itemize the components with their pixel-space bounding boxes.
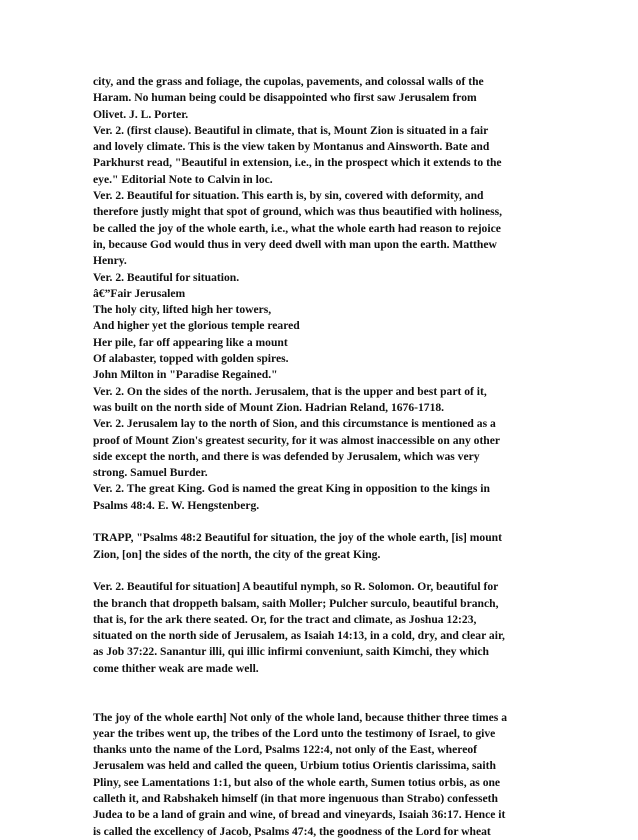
text-line: Of alabaster, topped with golden spires. xyxy=(93,352,289,366)
text-line: Ver. 2. Beautiful for situation. This earth is, by sin, covered with deformity, and xyxy=(93,189,484,203)
text-line: therefore justly might that spot of ground, which was thus beautified with holiness, xyxy=(93,205,503,219)
text-line: city, and the grass and foliage, the cupolas, pavements, and colossal walls of the xyxy=(93,75,484,88)
text-line: was built on the north side of Mount Zion. Hadrian Reland, 1676-1718. xyxy=(93,400,445,414)
text-line: Haram. No human being could be disappointed who first saw Jerusalem from xyxy=(93,91,477,105)
text-line: Her pile, far off appearing like a mount xyxy=(93,335,288,349)
text-line: Ver. 2. The great King. God is named the great King in opposition to the kings in xyxy=(93,482,490,496)
commentary-block xyxy=(93,74,553,514)
text-line: thanks unto the name of the Lord, Psalms 122:4, not only of the East, whereof xyxy=(93,743,477,757)
text-line: Ver. 2. Beautiful for situation. xyxy=(93,270,240,284)
text-line: TRAPP, "Psalms 48:2 Beautiful for situation, the joy of the whole earth, [is] mount xyxy=(93,531,502,545)
text-line: eye." Editorial Note to Calvin in loc. xyxy=(93,172,273,186)
trapp-heading-block xyxy=(93,530,553,563)
text-line: Ver. 2. On the sides of the north. Jerusalem, that is the upper and best part of it, xyxy=(93,384,487,398)
text-line: year the tribes went up, the tribes of the Lord unto the testimony of Israel, to give xyxy=(93,726,496,740)
text-line: Ver. 2. (first clause). Beautiful in climate, that is, Mount Zion is situated in a fair xyxy=(93,123,489,137)
text-line: situated on the north side of Jerusalem, as Isaiah 14:13, in a cold, dry, and clear air, xyxy=(93,629,505,643)
text-line: Parkhurst read, "Beautiful in extension, i.e., in the prospect which it extends to the xyxy=(93,156,502,170)
text-line: Ver. 2. Beautiful for situation] A beautiful nymph, so R. Solomon. Or, beautiful for xyxy=(93,580,499,594)
document-page xyxy=(93,74,553,840)
text-line: Psalms 48:4. E. W. Hengstenberg. xyxy=(93,498,260,512)
text-line: side except the north, and there is was defended by Jerusalem, which was very xyxy=(93,449,480,463)
text-line: strong. Samuel Burder. xyxy=(93,466,208,480)
text-line: proof of Mount Zion's greatest security, for it was almost inaccessible on any other xyxy=(93,433,501,447)
text-line: and lovely climate. This is the view taken by Montanus and Ainsworth. Bate and xyxy=(93,140,490,154)
text-line: Jerusalem was held and called the queen, Urbium totius Orientis clarissima, saith xyxy=(93,759,496,773)
text-line: Olivet. J. L. Porter. xyxy=(93,107,189,121)
text-line: Zion, [on] the sides of the north, the city of the great King. xyxy=(93,547,381,561)
text-line: come thither weak are made well. xyxy=(93,661,259,675)
text-line: as Job 37:22. Sanantur illi, qui illic infirmi conveniunt, saith Kimchi, they which xyxy=(93,645,489,659)
text-line: be called the joy of the whole earth, i.e., what the whole earth had reason to rejoice xyxy=(93,221,501,235)
text-line: Pliny, see Lamentations 1:1, but also of the whole earth, Sumen totius orbis, as one xyxy=(93,775,501,789)
trapp-joy-block xyxy=(93,710,553,840)
paragraph-spacer xyxy=(93,563,553,579)
text-line: calleth it, and Rabshakeh himself (in that more ingenuous than Strabo) confesseth xyxy=(93,792,498,806)
text-line: Ver. 2. Jerusalem lay to the north of Sion, and this circumstance is mentioned as a xyxy=(93,417,496,431)
text-line: John Milton in "Paradise Regained." xyxy=(93,368,278,382)
text-line: is called the excellency of Jacob, Psalms 47:4, the goodness of the Lord for wheat xyxy=(93,824,491,838)
paragraph-spacer xyxy=(93,514,553,530)
text-line: Judea to be a land of grain and wine, of bread and vineyards, Isaiah 36:17. Hence it xyxy=(93,808,506,822)
paragraph-spacer xyxy=(93,677,553,710)
text-line: in, because God would thus in very deed dwell with man upon the earth. Matthew xyxy=(93,237,497,251)
text-line: that is, for the ark there seated. Or, for the tract and climate, as Joshua 12:23, xyxy=(93,612,477,626)
text-line: The joy of the whole earth] Not only of the whole land, because thither three times a xyxy=(93,710,508,724)
text-line: â€”Fair Jerusalem xyxy=(93,286,186,300)
text-line: And higher yet the glorious temple reared xyxy=(93,319,300,333)
text-line: the branch that droppeth balsam, saith Moller; Pulcher surculo, beautiful branch, xyxy=(93,596,499,610)
trapp-situation-block xyxy=(93,579,553,677)
text-line: The holy city, lifted high her towers, xyxy=(93,303,272,317)
text-line: Henry. xyxy=(93,254,127,268)
